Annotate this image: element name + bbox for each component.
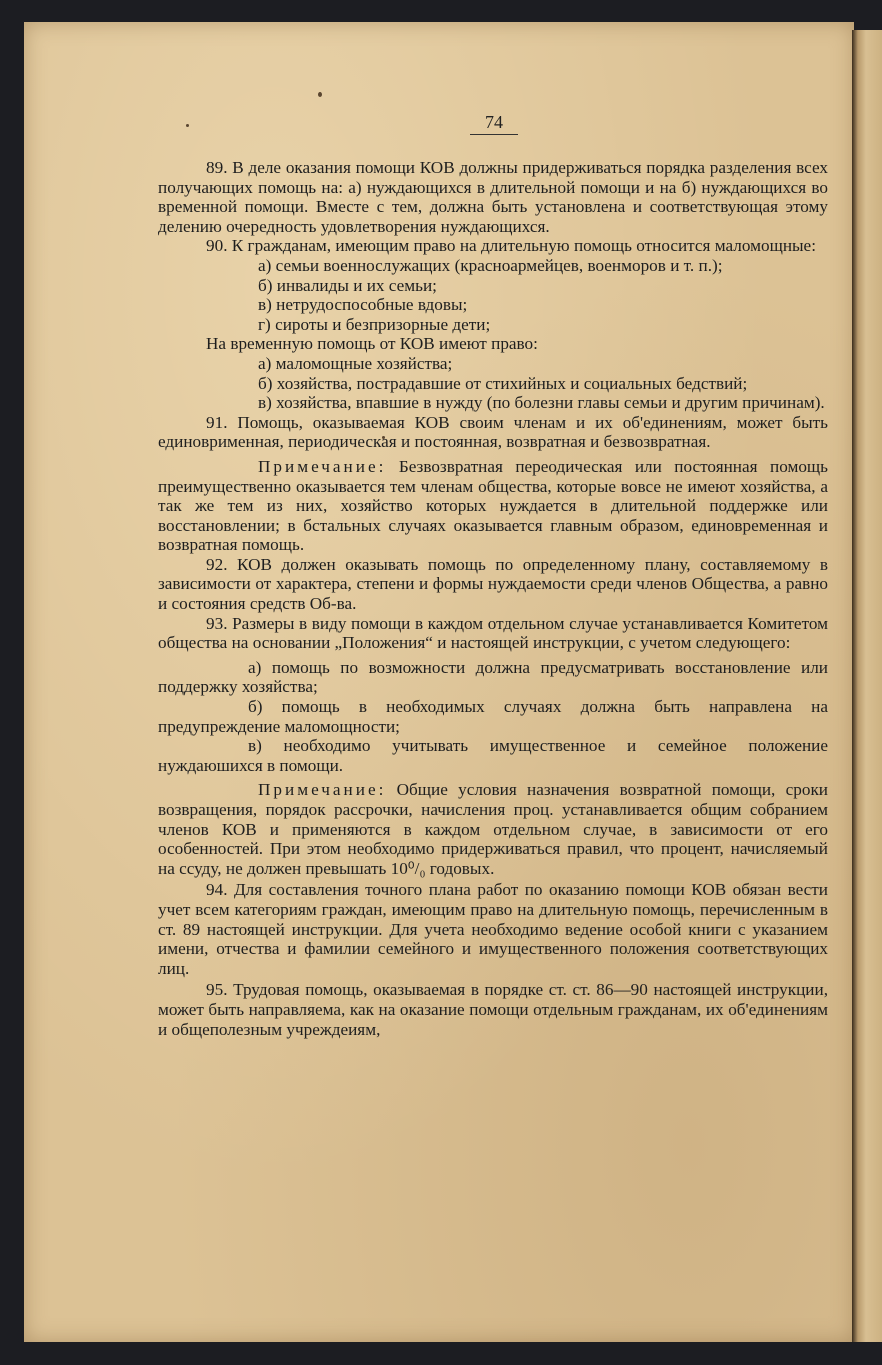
note-1 <box>158 457 828 555</box>
paper-spot <box>318 92 322 97</box>
paragraph-89: 89. В деле оказания помощи КОВ должны придерживаться порядка разделения всех получающих помощь на: а) нуждающихся в длительной помощи и на б) нуждающихся во временной помощи. Вместе с тем, должна быть установлена и соответствующая этому делению очередность удовлетворения нуждающихся. <box>158 158 828 236</box>
paragraph-94: 94. Для составления точного плана работ по оказанию помощи КОВ обязан вести учет всем категориям граждан, имеющим право на длительную помощь, перечисленным в ст. 89 настоящей инструкции. Для учета необходимо ведение особой книги с указанием имени, отчества и фамилии семейного и имущественного положения соответствующих лиц. <box>158 880 828 978</box>
list-item: б) помощь в необходимых случаях должна быть направлена на предупреждение маломощности; <box>158 697 828 736</box>
list-item: а) семьи военнослужащих (красноармейцев, военморов и т. п.); <box>258 255 723 275</box>
page-edge <box>852 30 882 1342</box>
page-number: 74 <box>485 112 503 132</box>
list-item: б) инвалиды и их семьи; <box>258 275 437 295</box>
list-item: б) хозяйства, пострадавшие от стихийных и социальных бедствий; <box>258 373 748 393</box>
note-text: Безвозвратная переодическая или постоянная помощь преимущественно оказывается тем членам общества, которые вовсе не имеют хозяйства, а так же тем из них, хозяйство которых нуждается в длительной поддержке или восстановлении; в бстальных случаях оказывается главным образом, единовременная и возвратная помощь. <box>158 456 829 555</box>
note-label: Примечание: <box>258 780 387 800</box>
list-item: а) помощь по возможности должна предусматривать восстановление или поддержку хозяйства; <box>158 657 828 697</box>
paragraph-91: 91. Помощь, оказываемая КОВ своим членам и их об'единениям, может быть единоврименная, периодическая и постоянная, возвратная и безвозвратная. <box>158 412 828 452</box>
list-item: в) хозяйства, впавшие в нужду (по болезни главы семьи и другим причинам). <box>258 393 825 413</box>
note-label: Примечание: <box>258 456 387 476</box>
note-2 <box>158 780 828 878</box>
paper-spot <box>186 124 189 127</box>
temporary-help-heading: На временную помощь от КОВ имеют право: <box>206 334 538 354</box>
list-item: а) маломощные хозяйства; <box>258 353 453 373</box>
paragraph-95: 95. Трудовая помощь, оказываемая в порядке ст. ст. 86—90 настоящей инструкции, может быть направляема, как на оказание помощи отдельным гражданам, их об'единениям и общеполезным учреждеиям, <box>158 980 828 1039</box>
list-item: в) нетрудоспособные вдовы; <box>258 295 468 315</box>
page-body <box>158 158 828 1039</box>
paragraph-93: 93. Размеры в виду помощи в каждом отдельном случае устанавливается Комитетом общества на основании „Положения“ и настоящей инструкции, с учетом следующего: <box>158 613 828 653</box>
page-number-rule <box>470 134 518 135</box>
paragraph-92: 92. КОВ должен оказывать помощь по определенному плану, составляемому в зависимости от характера, степени и формы нуждаемости среди членов Общества, а равно и состояния средств Об-ва. <box>158 554 828 614</box>
paragraph-90: 90. К гражданам, имеющим право на длительную помощь относится маломощные: <box>206 236 816 256</box>
list-item: г) сироты и безпризорные дети; <box>258 314 491 334</box>
note-text: Общие условия назначения возвратной помощи, сроки возвращения, порядок рассрочки, начисления проц. устанавливается общим собранием членов КОВ и применяются в каждом отдельном случае, в зависимости от его особенностей. При этом необходимо придерживаться правил, что процент, начисляемый на ссуду, не должен превышать 10⁰/₀ годовых. <box>158 780 828 878</box>
list-item: в) необходимо учитывать имущественное и семейное положение нуждаюшихся в помощи. <box>158 736 828 775</box>
